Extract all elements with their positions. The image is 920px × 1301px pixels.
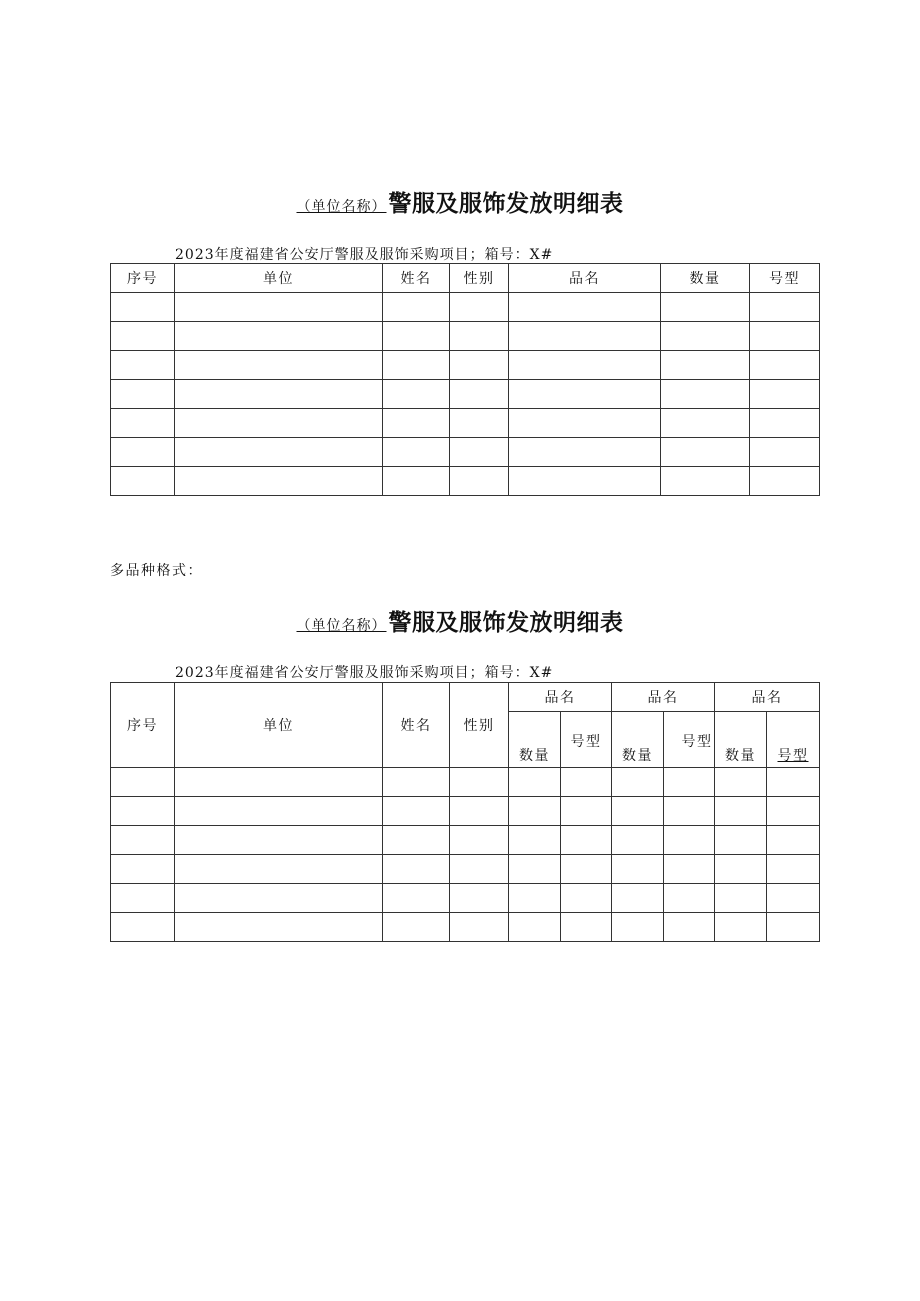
table-row	[111, 351, 820, 380]
table-header-row	[111, 683, 820, 712]
table-cell[interactable]	[383, 467, 450, 496]
form1-title-unit: （单位名称）	[296, 199, 387, 215]
table-cell[interactable]	[111, 797, 175, 826]
form2-subtitle: 2023年度福建省公安厅警服及服饰采购项目；箱号：X#	[175, 665, 554, 681]
subheader-cell	[664, 712, 715, 768]
table-cell[interactable]	[509, 913, 561, 942]
table-row	[111, 855, 820, 884]
table-cell[interactable]	[111, 322, 175, 351]
header-cell: 单位	[175, 264, 383, 293]
form2-title	[0, 604, 920, 637]
table-cell[interactable]	[175, 467, 383, 496]
table-cell[interactable]	[767, 855, 820, 884]
table-cell[interactable]	[750, 409, 820, 438]
table-cell[interactable]	[175, 293, 383, 322]
header-cell: 姓名	[383, 264, 450, 293]
table-row	[111, 826, 820, 855]
table-cell[interactable]	[661, 293, 750, 322]
table-cell[interactable]	[383, 884, 450, 913]
table-cell[interactable]	[450, 293, 509, 322]
header-cell: 性别	[450, 683, 509, 768]
header-cell: 数量	[661, 264, 750, 293]
subheader-cell	[509, 712, 561, 768]
table-cell[interactable]	[383, 913, 450, 942]
table-cell[interactable]	[612, 884, 664, 913]
table-cell[interactable]	[111, 855, 175, 884]
table-cell[interactable]	[111, 438, 175, 467]
form2-title-main: 警服及服饰发放明细表	[388, 610, 624, 636]
table-cell[interactable]	[664, 913, 715, 942]
subheader-cell	[715, 712, 767, 768]
subheader-cell	[561, 712, 612, 768]
table-cell[interactable]	[450, 438, 509, 467]
table-cell[interactable]	[664, 884, 715, 913]
table-row	[111, 293, 820, 322]
table-cell[interactable]	[561, 884, 612, 913]
table-cell[interactable]	[509, 380, 661, 409]
table-cell[interactable]	[750, 293, 820, 322]
size-label: 号型	[681, 734, 713, 750]
table-cell[interactable]	[715, 913, 767, 942]
table-cell[interactable]	[450, 380, 509, 409]
table-cell[interactable]	[664, 826, 715, 855]
table-cell[interactable]	[509, 409, 661, 438]
quantity-label: 数量	[519, 748, 550, 764]
item-group-header: 品名	[509, 683, 612, 712]
table-cell[interactable]	[509, 293, 661, 322]
table-row	[111, 322, 820, 351]
table-cell[interactable]	[383, 322, 450, 351]
table-cell[interactable]	[612, 913, 664, 942]
table-cell[interactable]	[661, 380, 750, 409]
table-cell[interactable]	[111, 293, 175, 322]
table-cell[interactable]	[111, 768, 175, 797]
table-cell[interactable]	[715, 855, 767, 884]
table-cell[interactable]	[450, 768, 509, 797]
table-cell[interactable]	[664, 768, 715, 797]
table-cell[interactable]	[450, 884, 509, 913]
table-cell[interactable]	[767, 768, 820, 797]
table-cell[interactable]	[175, 409, 383, 438]
table-cell[interactable]	[750, 380, 820, 409]
item-group-header: 品名	[715, 683, 820, 712]
table-cell[interactable]	[767, 826, 820, 855]
table-cell[interactable]	[111, 409, 175, 438]
form1-title-main: 警服及服饰发放明细表	[388, 191, 624, 217]
table-cell[interactable]	[767, 797, 820, 826]
table-cell[interactable]	[175, 797, 383, 826]
table-cell[interactable]	[383, 438, 450, 467]
table-cell[interactable]	[767, 884, 820, 913]
form2-title-unit: （单位名称）	[296, 618, 387, 634]
table-cell[interactable]	[509, 438, 661, 467]
table-cell[interactable]	[450, 826, 509, 855]
table-cell[interactable]	[509, 322, 661, 351]
table-cell[interactable]	[715, 797, 767, 826]
header-cell: 号型	[750, 264, 820, 293]
table-cell[interactable]	[509, 855, 561, 884]
table-cell[interactable]	[561, 768, 612, 797]
table-cell[interactable]	[175, 351, 383, 380]
table-cell[interactable]	[661, 322, 750, 351]
header-cell: 序号	[111, 264, 175, 293]
table-cell[interactable]	[612, 826, 664, 855]
table-cell[interactable]	[383, 826, 450, 855]
table-cell[interactable]	[383, 409, 450, 438]
table-cell[interactable]	[111, 826, 175, 855]
table-cell[interactable]	[661, 351, 750, 380]
subheader-cell	[612, 712, 664, 768]
table-cell[interactable]	[450, 467, 509, 496]
header-cell: 姓名	[383, 683, 450, 768]
table-cell[interactable]	[450, 913, 509, 942]
table-row	[111, 913, 820, 942]
header-cell: 序号	[111, 683, 175, 768]
table-cell[interactable]	[509, 768, 561, 797]
table-row	[111, 884, 820, 913]
table-cell[interactable]	[383, 855, 450, 884]
table-cell[interactable]	[111, 913, 175, 942]
item-group-header: 品名	[612, 683, 715, 712]
quantity-label: 数量	[622, 748, 653, 764]
table-cell[interactable]	[175, 768, 383, 797]
table-cell[interactable]	[111, 884, 175, 913]
table-row	[111, 380, 820, 409]
table-cell[interactable]	[750, 467, 820, 496]
table-cell[interactable]	[450, 351, 509, 380]
table-cell[interactable]	[383, 380, 450, 409]
table-cell[interactable]	[661, 409, 750, 438]
quantity-label: 数量	[725, 748, 756, 764]
table-cell[interactable]	[175, 913, 383, 942]
table-cell[interactable]	[612, 768, 664, 797]
table-row	[111, 409, 820, 438]
table-row	[111, 467, 820, 496]
table-cell[interactable]	[715, 768, 767, 797]
table-cell[interactable]	[664, 797, 715, 826]
table-cell[interactable]	[175, 826, 383, 855]
table-cell[interactable]	[661, 467, 750, 496]
table-cell[interactable]	[111, 467, 175, 496]
table-cell[interactable]	[450, 322, 509, 351]
table-cell[interactable]	[561, 913, 612, 942]
table-cell[interactable]	[561, 797, 612, 826]
table-cell[interactable]	[175, 322, 383, 351]
size-label: 号型	[777, 748, 809, 764]
table-cell[interactable]	[509, 797, 561, 826]
size-label: 号型	[570, 734, 602, 750]
header-cell: 性别	[450, 264, 509, 293]
subheader-cell	[767, 712, 820, 768]
table-cell[interactable]	[767, 913, 820, 942]
table-cell[interactable]	[111, 380, 175, 409]
table-cell[interactable]	[561, 826, 612, 855]
table-cell[interactable]	[450, 855, 509, 884]
table-cell[interactable]	[383, 351, 450, 380]
table-cell[interactable]	[450, 409, 509, 438]
table-row	[111, 768, 820, 797]
table-row	[111, 797, 820, 826]
table-cell[interactable]	[664, 855, 715, 884]
table-cell[interactable]	[715, 884, 767, 913]
table-cell[interactable]	[509, 351, 661, 380]
table-cell[interactable]	[383, 768, 450, 797]
table-cell[interactable]	[612, 855, 664, 884]
table-cell[interactable]	[750, 438, 820, 467]
table-cell[interactable]	[509, 884, 561, 913]
table-cell[interactable]	[612, 797, 664, 826]
table-cell[interactable]	[750, 322, 820, 351]
header-cell: 品名	[509, 264, 661, 293]
table-row	[111, 438, 820, 467]
table-cell[interactable]	[450, 797, 509, 826]
table-cell[interactable]	[661, 438, 750, 467]
table-cell[interactable]	[111, 351, 175, 380]
form2-table	[110, 682, 820, 942]
table-cell[interactable]	[383, 293, 450, 322]
table-cell[interactable]	[509, 826, 561, 855]
table-cell[interactable]	[175, 380, 383, 409]
form1-subtitle: 2023年度福建省公安厅警服及服饰采购项目；箱号：X#	[175, 247, 554, 263]
table-cell[interactable]	[175, 855, 383, 884]
table-cell[interactable]	[509, 467, 661, 496]
form1-table	[110, 263, 820, 496]
table-cell[interactable]	[175, 438, 383, 467]
table-cell[interactable]	[175, 884, 383, 913]
form1-title	[0, 185, 920, 218]
table-cell[interactable]	[383, 797, 450, 826]
table-cell[interactable]	[750, 351, 820, 380]
table-header-row	[111, 264, 820, 293]
table-cell[interactable]	[715, 826, 767, 855]
table-cell[interactable]	[561, 855, 612, 884]
header-cell: 单位	[175, 683, 383, 768]
multi-item-format-label: 多品种格式：	[110, 563, 203, 579]
